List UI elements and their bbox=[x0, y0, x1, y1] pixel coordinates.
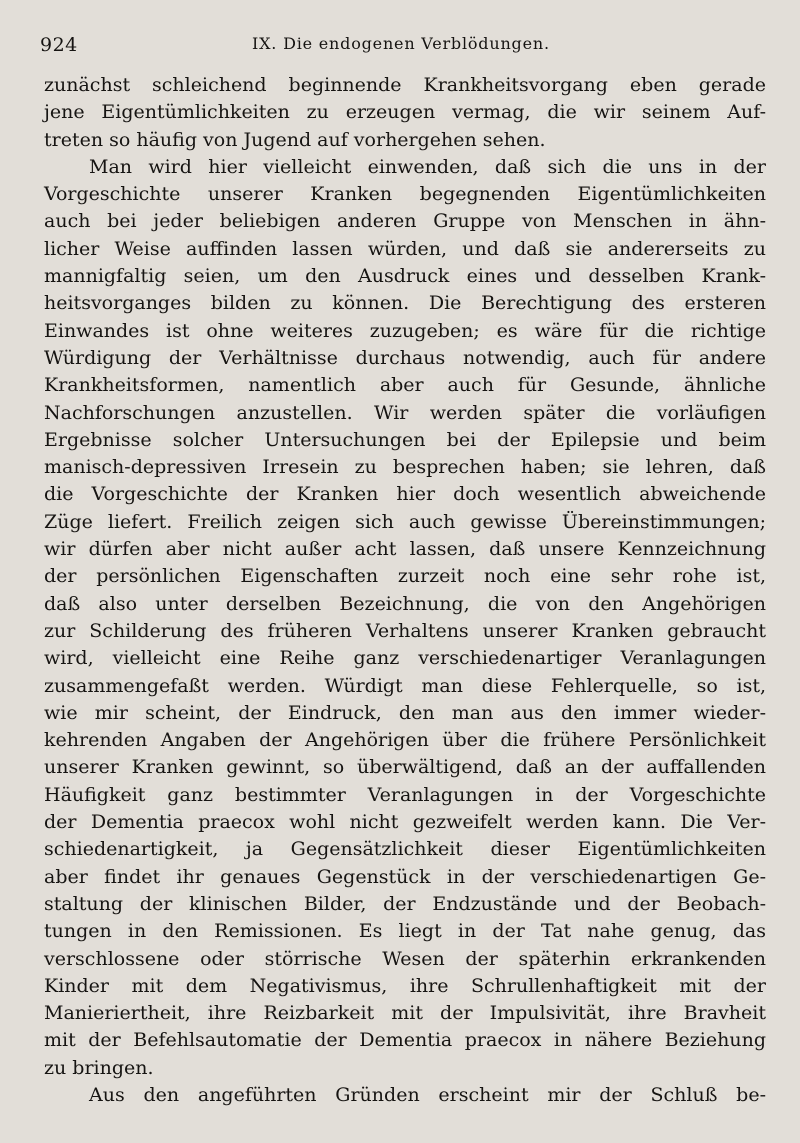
text-line: daß also unter derselben Bezeichnung, die von den Angehörigen bbox=[44, 592, 766, 615]
text-line: zur Schilderung des früheren Verhaltens unserer Kranken gebraucht bbox=[44, 619, 766, 642]
text-line: Ergebnisse solcher Untersuchungen bei der Epilepsie und beim bbox=[44, 428, 766, 451]
text-line: Züge liefert. Freilich zeigen sich auch gewisse Übereinstimmungen; bbox=[44, 510, 766, 533]
text-line: Häufigkeit ganz bestimmter Veranlagungen in der Vorgeschichte bbox=[44, 783, 766, 806]
text-line: Aus den angeführten Gründen erscheint mir der Schluß be- bbox=[89, 1083, 766, 1106]
text-line: zusammengefaßt werden. Würdigt man diese Fehlerquelle, so ist, bbox=[44, 674, 766, 697]
page-header bbox=[40, 30, 766, 60]
text-line: wie mir scheint, der Eindruck, den man aus den immer wieder- bbox=[44, 701, 766, 724]
text-line: jene Eigentümlichkeiten zu erzeugen vermag, die wir seinem Auf- bbox=[44, 101, 766, 124]
text-line: treten so häufig von Jugend auf vorhergehen sehen. bbox=[44, 128, 546, 151]
text-line: wird, vielleicht eine Reihe ganz verschiedenartiger Veranlagungen bbox=[44, 647, 766, 670]
text-line: kehrenden Angaben der Angehörigen über die frühere Persönlichkeit bbox=[44, 729, 766, 752]
text-line: zunächst schleichend beginnende Krankheitsvorgang eben gerade bbox=[44, 74, 766, 96]
running-head: IX. Die endogenen Verblödungen. bbox=[252, 34, 550, 53]
text-line: Einwandes ist ohne weiteres zuzugeben; es wäre für die richtige bbox=[44, 319, 766, 342]
text-line: aber findet ihr genaues Gegenstück in der verschiedenartigen Ge- bbox=[44, 865, 766, 888]
text-line: der persönlichen Eigenschaften zurzeit noch eine sehr rohe ist, bbox=[44, 565, 766, 588]
text-line: mit der Befehlsautomatie der Dementia praecox in nähere Beziehung bbox=[44, 1029, 766, 1052]
text-line: schiedenartigkeit, ja Gegensätzlichkeit dieser Eigentümlichkeiten bbox=[44, 838, 766, 861]
text-line: heitsvorganges bilden zu können. Die Berechtigung des ersteren bbox=[44, 292, 766, 315]
text-line: Krankheitsformen, namentlich aber auch für Gesunde, ähnliche bbox=[44, 374, 766, 397]
text-line: manisch-depressiven Irresein zu besprechen haben; sie lehren, daß bbox=[44, 456, 766, 479]
body-text bbox=[44, 72, 766, 1109]
text-line: tungen in den Remissionen. Es liegt in der Tat nahe genug, das bbox=[44, 920, 766, 943]
text-line: Vorgeschichte unserer Kranken begegnenden Eigentümlichkeiten bbox=[44, 183, 766, 206]
page-number: 924 bbox=[40, 34, 78, 56]
text-line: wir dürfen aber nicht außer acht lassen, daß unsere Kennzeichnung bbox=[44, 538, 766, 561]
text-line: licher Weise auffinden lassen würden, und daß sie andererseits zu bbox=[44, 237, 766, 260]
text-line: Manieriertheit, ihre Reizbarkeit mit der Impulsivität, ihre Bravheit bbox=[44, 1002, 766, 1025]
text-line: staltung der klinischen Bilder, der Endzustände und der Beobach- bbox=[44, 892, 766, 915]
text-line: Nachforschungen anzustellen. Wir werden später die vorläufigen bbox=[44, 401, 766, 424]
text-line: die Vorgeschichte der Kranken hier doch wesentlich abweichende bbox=[44, 483, 766, 506]
text-line: Kinder mit dem Negativismus, ihre Schrullenhaftigkeit mit der bbox=[44, 974, 766, 997]
text-line: zu bringen. bbox=[44, 1056, 154, 1079]
text-line: der Dementia praecox wohl nicht gezweifelt werden kann. Die Ver- bbox=[44, 811, 766, 834]
text-line: Man wird hier vielleicht einwenden, daß sich die uns in der bbox=[89, 155, 766, 178]
text-line: unserer Kranken gewinnt, so überwältigend, daß an der auffallenden bbox=[44, 756, 766, 779]
text-line: verschlossene oder störrische Wesen der späterhin erkrankenden bbox=[44, 947, 766, 970]
text-line: auch bei jeder beliebigen anderen Gruppe von Menschen in ähn- bbox=[44, 210, 766, 233]
text-line: Würdigung der Verhältnisse durchaus notwendig, auch für andere bbox=[44, 346, 766, 369]
text-line: mannigfaltig seien, um den Ausdruck eines und desselben Krank- bbox=[44, 265, 766, 288]
